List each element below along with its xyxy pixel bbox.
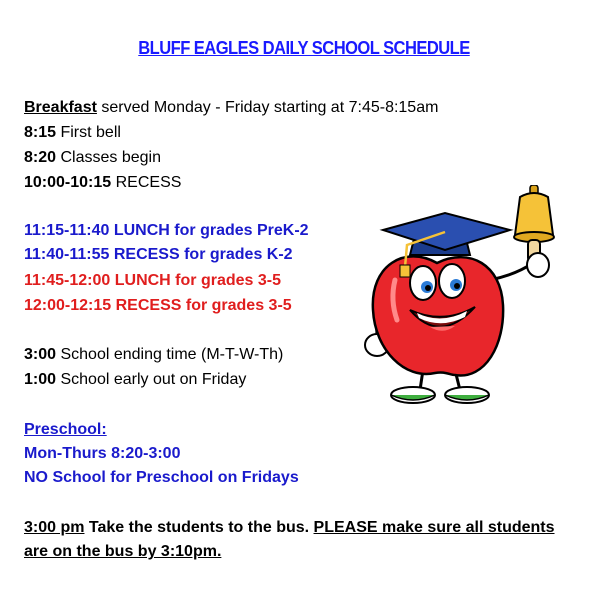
breakfast-label: Breakfast — [24, 99, 97, 116]
classes-begin-line — [24, 149, 161, 167]
preschool-heading: Preschool: — [24, 421, 107, 438]
preschool-friday: NO School for Preschool on Fridays — [24, 469, 299, 486]
bus-emphasis-1: PLEASE make sure all students — [313, 519, 555, 536]
breakfast-line — [24, 99, 438, 117]
early-out-text: School early out on Friday — [56, 371, 247, 388]
preschool-hours: Mon-Thurs 8:20-3:00 — [24, 445, 181, 462]
bell-icon — [514, 185, 554, 262]
lunch-prek2-line: 11:15-11:40 LUNCH for grades PreK-2 — [24, 222, 309, 239]
bus-note-line-1 — [24, 519, 555, 537]
ending-time: 3:00 — [24, 346, 57, 363]
ending-time-line — [24, 346, 283, 364]
recess-3-5-line: 12:00-12:15 RECESS for grades 3-5 — [24, 297, 292, 314]
classes-begin-time: 8:20 — [24, 149, 57, 166]
recess-k2-line: 11:40-11:55 RECESS for grades K-2 — [24, 246, 293, 263]
recess-line — [24, 174, 181, 192]
classes-begin-text: Classes begin — [56, 149, 161, 166]
early-out-line — [24, 371, 246, 389]
bus-text: Take the students to the bus. — [84, 519, 314, 536]
recess-time: 10:00-10:15 — [24, 174, 112, 191]
first-bell-time: 8:15 — [24, 124, 57, 141]
ending-text: School ending time (M-T-W-Th) — [56, 346, 284, 363]
recess-text: RECESS — [111, 174, 182, 191]
bus-note-line-2: are on the bus by 3:10pm. — [24, 543, 222, 560]
page-title: BLUFF EAGLES DAILY SCHOOL SCHEDULE — [138, 38, 470, 58]
first-bell-line — [24, 124, 121, 142]
breakfast-text: served Monday - Friday starting at 7:45-8:15am — [96, 99, 439, 116]
early-out-time: 1:00 — [24, 371, 57, 388]
first-bell-text: First bell — [56, 124, 121, 141]
bus-time: 3:00 pm — [24, 519, 85, 536]
lunch-3-5-line: 11:45-12:00 LUNCH for grades 3-5 — [24, 272, 281, 289]
apple-mascot-illustration — [355, 185, 585, 420]
